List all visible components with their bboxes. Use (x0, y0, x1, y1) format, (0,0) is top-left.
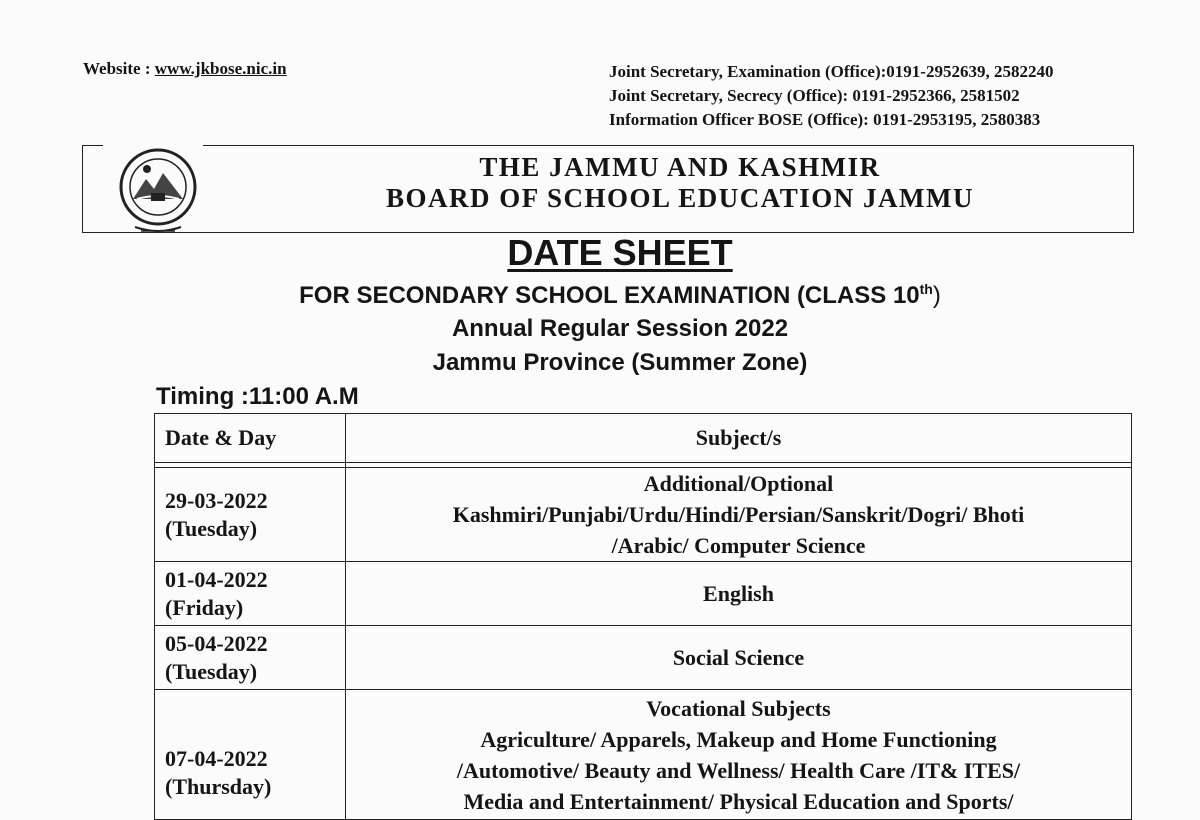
subject-cell: Social Science (346, 626, 1132, 690)
table-row (155, 562, 1132, 626)
subject-cell: Additional/Optional Kashmiri/Punjabi/Urdu/Hindi/Persian/Sanskrit/Dogri/ Bhoti /Arabic/ Computer Science (346, 468, 1132, 562)
table-row (155, 690, 1132, 820)
exam-timing: Timing :11:00 A.M (156, 383, 359, 410)
website-label: Website : (83, 59, 155, 78)
contact-line: Joint Secretary, Secrecy (Office): 0191-2952366, 2581502 (609, 86, 1020, 105)
table-row (155, 468, 1132, 562)
document-title: DATE SHEET (507, 232, 733, 273)
table-row (155, 626, 1132, 690)
date-cell: 07-04-2022 (Thursday) (155, 690, 346, 820)
date-cell: 05-04-2022 (Tuesday) (155, 626, 346, 690)
website-link[interactable]: www.jkbose.nic.in (154, 59, 287, 78)
contact-list (609, 60, 1189, 132)
column-header-date: Date & Day (155, 414, 346, 463)
contact-line: Joint Secretary, Examination (Office):0191-2952639, 2582240 (609, 62, 1054, 81)
board-name-line1: THE JAMMU AND KASHMIR (479, 152, 881, 182)
column-header-subjects: Subject/s (346, 414, 1132, 463)
province-title: Jammu Province (Summer Zone) (432, 349, 808, 376)
exam-description: FOR SECONDARY SCHOOL EXAMINATION (CLASS 10th) (299, 281, 941, 309)
subject-cell: English (346, 562, 1132, 626)
session-title: Annual Regular Session 2022 (451, 315, 789, 342)
board-emblem-icon (113, 145, 203, 235)
date-cell: 01-04-2022 (Friday) (155, 562, 346, 626)
subject-cell: Vocational Subjects Agriculture/ Apparels, Makeup and Home Functioning /Automotive/ Beauty and Wellness/ Health Care /IT& ITES/ Media and Entertainment/ Physical Education and Sports/ (346, 690, 1132, 820)
board-name-line2: BOARD OF SCHOOL EDUCATION JAMMU (385, 183, 975, 213)
website-line (83, 59, 287, 79)
date-cell: 29-03-2022 (Tuesday) (155, 468, 346, 562)
contact-line: Information Officer BOSE (Office): 0191-2953195, 2580383 (609, 110, 1041, 129)
board-name (260, 152, 1100, 214)
date-sheet-table (154, 413, 1132, 820)
table-header-row (155, 414, 1132, 463)
date-sheet-table-wrap (154, 413, 1132, 813)
